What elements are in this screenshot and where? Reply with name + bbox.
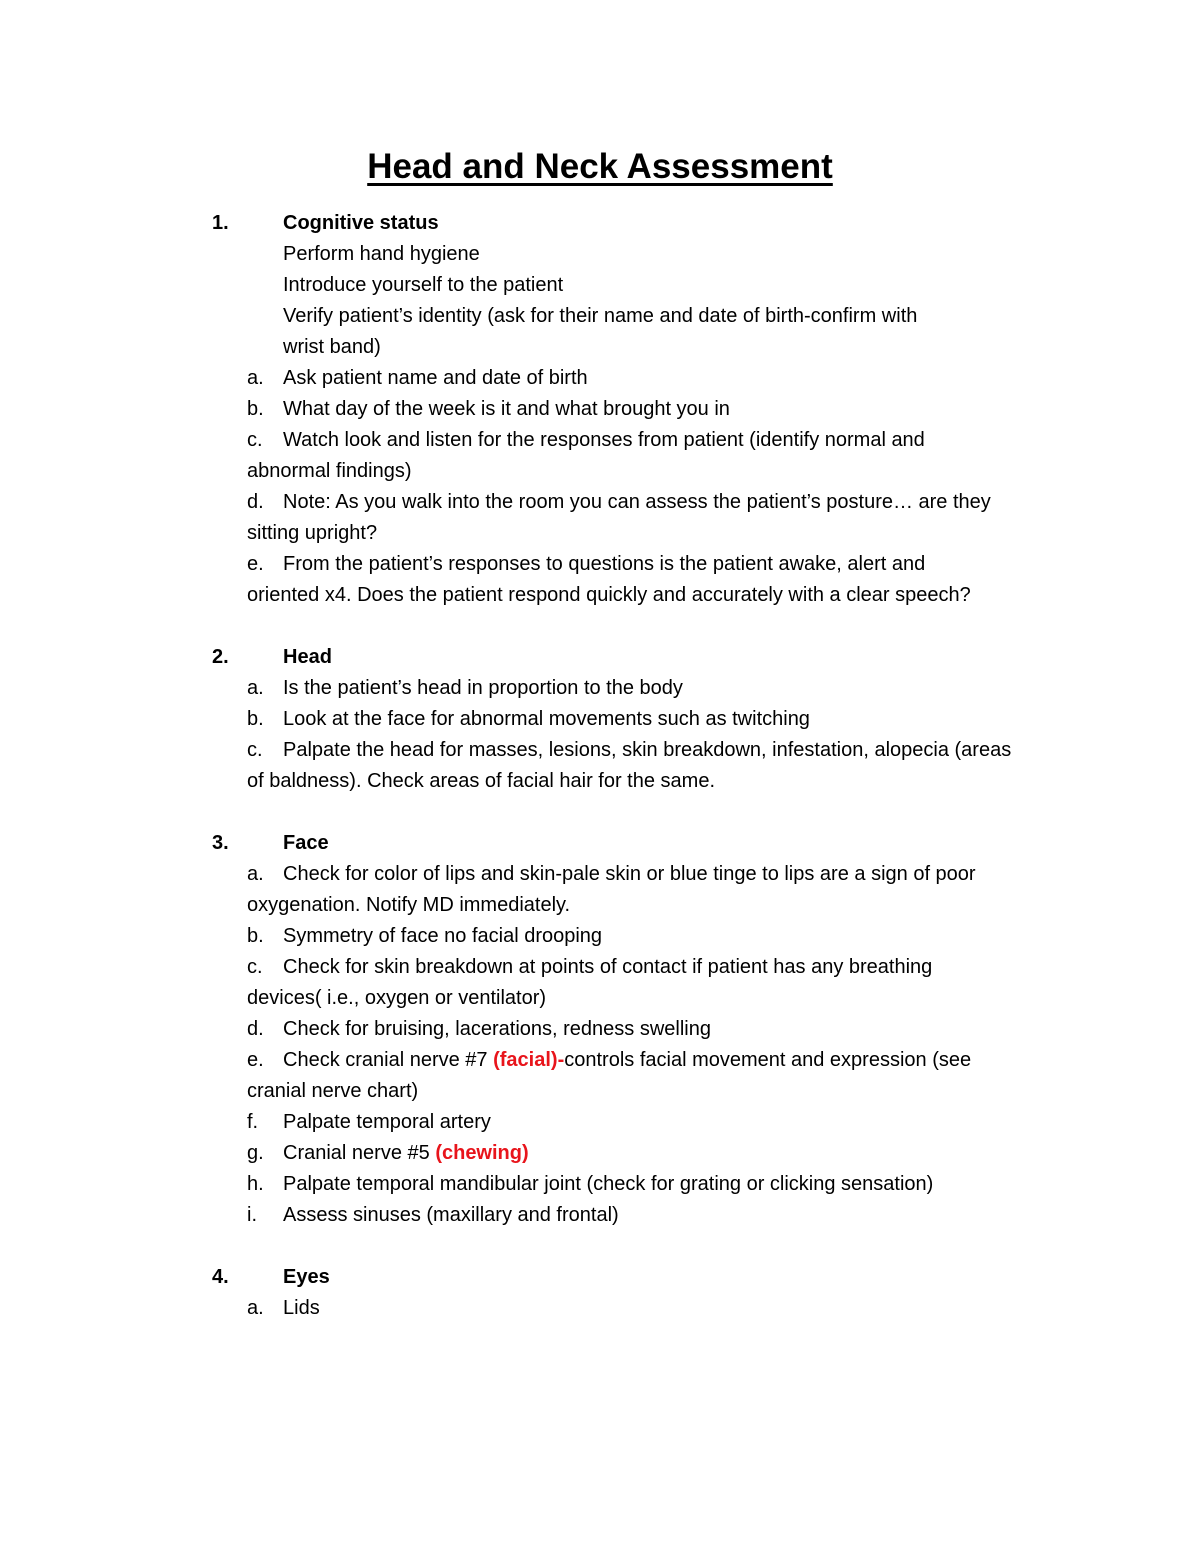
document-body bbox=[0, 208, 1200, 1324]
list-item bbox=[0, 1107, 1200, 1138]
list-item-continuation bbox=[0, 890, 1200, 921]
highlighted-term: (facial)- bbox=[493, 1049, 565, 1071]
item-text: Symmetry of face no facial drooping bbox=[283, 925, 603, 947]
highlighted-term: (chewing) bbox=[435, 1142, 529, 1164]
section-heading bbox=[0, 208, 1200, 239]
section-title: Eyes bbox=[283, 1266, 330, 1288]
intro-text: Introduce yourself to the patient bbox=[283, 274, 564, 296]
item-text bbox=[283, 1045, 971, 1076]
item-letter: a. bbox=[247, 677, 264, 699]
intro-text: Perform hand hygiene bbox=[283, 243, 480, 265]
section-heading bbox=[0, 642, 1200, 673]
item-continuation-text: abnormal findings) bbox=[247, 460, 412, 482]
section-heading bbox=[0, 1262, 1200, 1293]
list-item-continuation bbox=[0, 983, 1200, 1014]
item-text-part: controls facial movement and expression (see bbox=[564, 1049, 972, 1071]
intro-text: wrist band) bbox=[283, 336, 381, 358]
list-item bbox=[0, 487, 1200, 518]
item-text: Assess sinuses (maxillary and frontal) bbox=[283, 1204, 619, 1226]
list-item bbox=[0, 363, 1200, 394]
item-continuation-text: cranial nerve chart) bbox=[247, 1080, 419, 1102]
item-letter: a. bbox=[247, 863, 264, 885]
list-item bbox=[0, 1045, 1200, 1076]
section-title: Cognitive status bbox=[283, 212, 439, 234]
intro-text: Verify patient’s identity (ask for their name and date of birth-confirm with bbox=[283, 305, 918, 327]
list-item bbox=[0, 735, 1200, 766]
list-item bbox=[0, 704, 1200, 735]
section-heading bbox=[0, 828, 1200, 859]
item-continuation-text: oriented x4. Does the patient respond quickly and accurately with a clear speech? bbox=[247, 584, 971, 606]
section-spacer bbox=[0, 1231, 1200, 1262]
item-text: Is the patient’s head in proportion to the body bbox=[283, 677, 683, 699]
item-letter: e. bbox=[247, 1049, 264, 1071]
item-text: Watch look and listen for the responses from patient (identify normal and bbox=[283, 429, 925, 451]
list-item bbox=[0, 952, 1200, 983]
item-continuation-text: of baldness). Check areas of facial hair for the same. bbox=[247, 770, 716, 792]
intro-line bbox=[0, 239, 1200, 270]
item-text: From the patient’s responses to questions is the patient awake, alert and bbox=[283, 553, 926, 575]
item-text: Ask patient name and date of birth bbox=[283, 367, 588, 389]
list-item bbox=[0, 921, 1200, 952]
list-item bbox=[0, 1014, 1200, 1045]
list-item bbox=[0, 1138, 1200, 1169]
item-letter: i. bbox=[247, 1204, 257, 1226]
list-item bbox=[0, 1293, 1200, 1324]
section-number: 3. bbox=[212, 832, 229, 854]
item-text: Check for bruising, lacerations, redness swelling bbox=[283, 1018, 711, 1040]
list-item bbox=[0, 425, 1200, 456]
item-letter: b. bbox=[247, 925, 264, 947]
list-item-continuation bbox=[0, 766, 1200, 797]
item-letter: a. bbox=[247, 367, 264, 389]
item-text bbox=[283, 1138, 529, 1169]
list-item bbox=[0, 673, 1200, 704]
item-letter: a. bbox=[247, 1297, 264, 1319]
document-title: Head and Neck Assessment bbox=[367, 147, 833, 186]
list-item-continuation bbox=[0, 1076, 1200, 1107]
section-title: Head bbox=[283, 646, 332, 668]
item-text: Look at the face for abnormal movements such as twitching bbox=[283, 708, 810, 730]
section-number: 1. bbox=[212, 212, 229, 234]
item-text: Palpate the head for masses, lesions, skin breakdown, infestation, alopecia (areas bbox=[283, 739, 1012, 761]
item-text: Note: As you walk into the room you can assess the patient’s posture… are they bbox=[283, 491, 991, 513]
section-title: Face bbox=[283, 832, 329, 854]
section-spacer bbox=[0, 611, 1200, 642]
item-letter: b. bbox=[247, 398, 264, 420]
item-text: Lids bbox=[283, 1297, 320, 1319]
list-item-continuation bbox=[0, 580, 1200, 611]
item-letter: d. bbox=[247, 1018, 264, 1040]
list-item bbox=[0, 1200, 1200, 1231]
intro-line bbox=[0, 332, 1200, 363]
item-letter: c. bbox=[247, 956, 263, 978]
item-letter: c. bbox=[247, 739, 263, 761]
item-continuation-text: devices( i.e., oxygen or ventilator) bbox=[247, 987, 547, 1009]
list-item-continuation bbox=[0, 456, 1200, 487]
item-text-part: Cranial nerve #5 bbox=[283, 1142, 436, 1164]
item-letter: b. bbox=[247, 708, 264, 730]
item-letter: d. bbox=[247, 491, 264, 513]
intro-line bbox=[0, 270, 1200, 301]
item-letter: f. bbox=[247, 1111, 259, 1133]
item-letter: h. bbox=[247, 1173, 264, 1195]
intro-line bbox=[0, 301, 1200, 332]
section-spacer bbox=[0, 797, 1200, 828]
item-text: Palpate temporal mandibular joint (check for grating or clicking sensation) bbox=[283, 1173, 934, 1195]
item-text: Palpate temporal artery bbox=[283, 1111, 491, 1133]
list-item bbox=[0, 549, 1200, 580]
item-continuation-text: sitting upright? bbox=[247, 522, 378, 544]
item-text: What day of the week is it and what brought you in bbox=[283, 398, 730, 420]
item-letter: g. bbox=[247, 1142, 264, 1164]
item-letter: c. bbox=[247, 429, 263, 451]
list-item bbox=[0, 1169, 1200, 1200]
section-number: 4. bbox=[212, 1266, 229, 1288]
item-text: Check for skin breakdown at points of contact if patient has any breathing bbox=[283, 956, 933, 978]
section-number: 2. bbox=[212, 646, 229, 668]
item-text: Check for color of lips and skin-pale skin or blue tinge to lips are a sign of poor bbox=[283, 863, 976, 885]
list-item bbox=[0, 394, 1200, 425]
item-text-part: Check cranial nerve #7 bbox=[283, 1049, 494, 1071]
list-item bbox=[0, 859, 1200, 890]
item-letter: e. bbox=[247, 553, 264, 575]
list-item-continuation bbox=[0, 518, 1200, 549]
item-continuation-text: oxygenation. Notify MD immediately. bbox=[247, 894, 571, 916]
